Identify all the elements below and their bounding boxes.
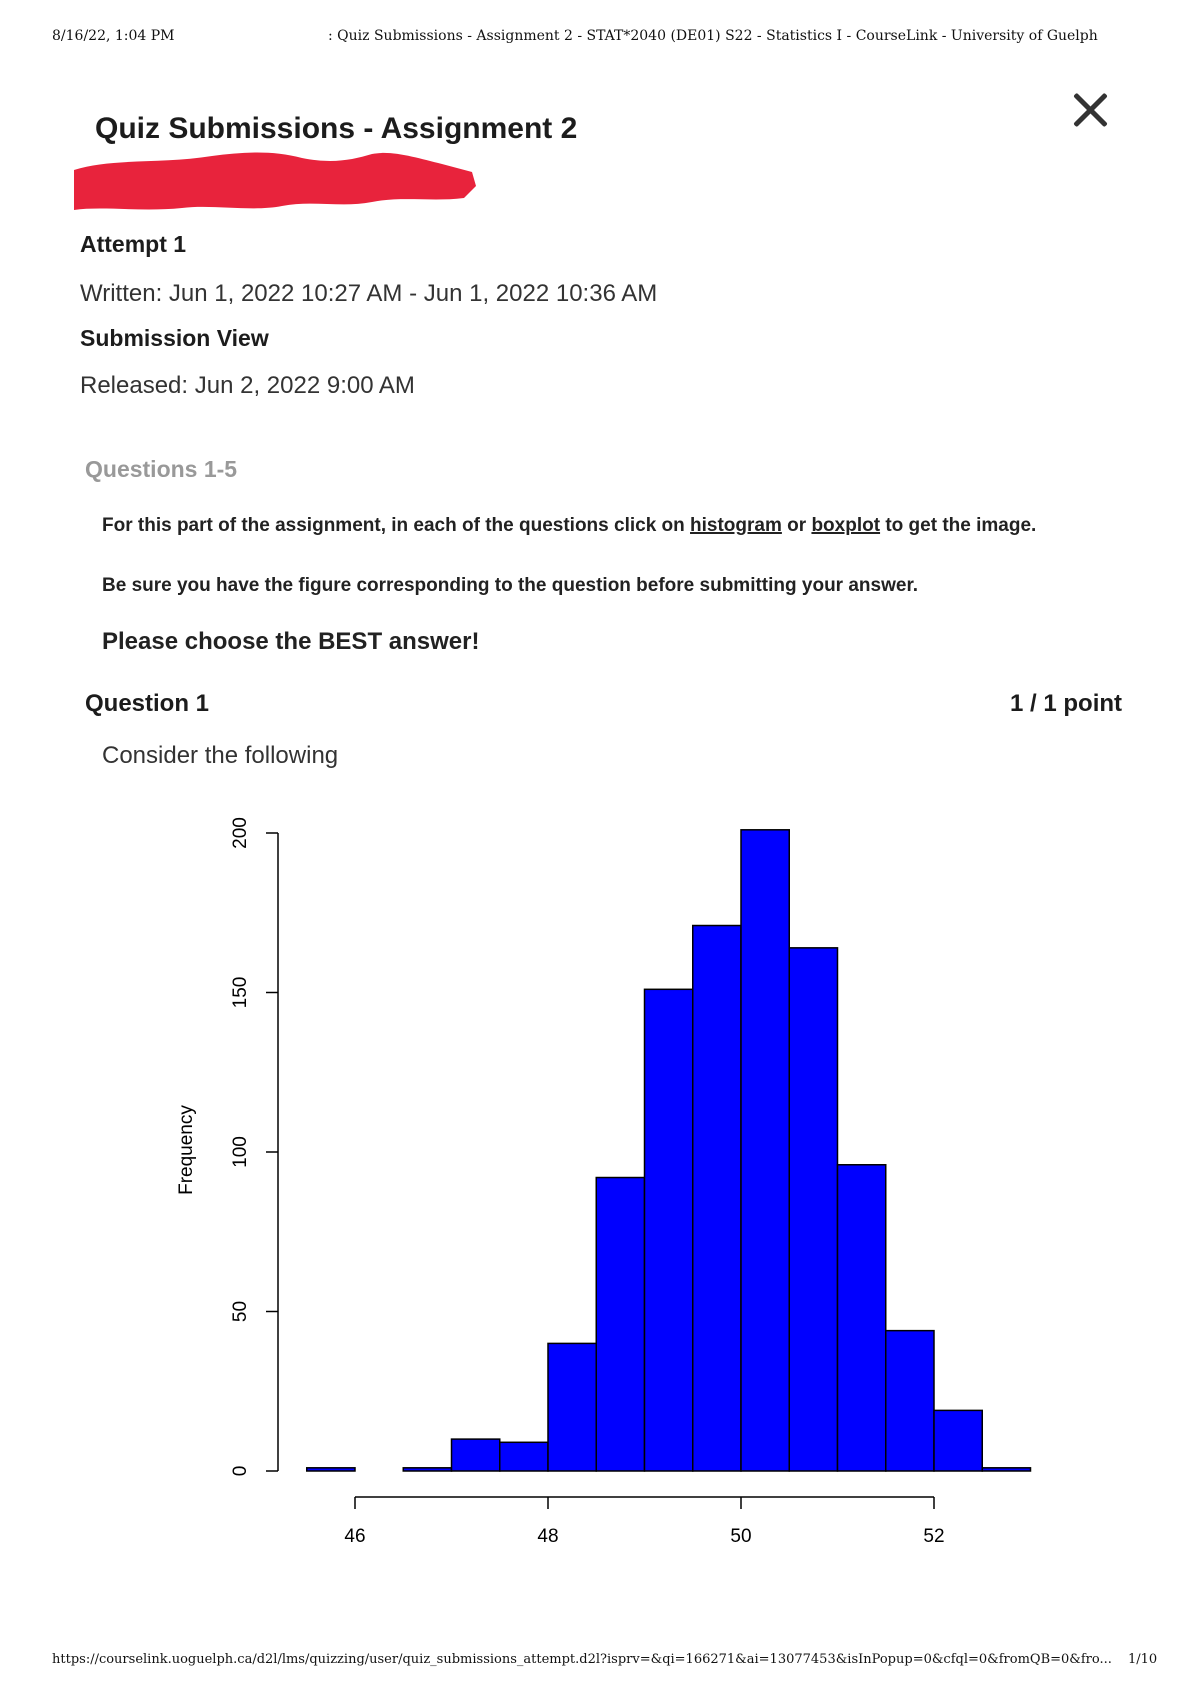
attempt-label: Attempt 1 bbox=[80, 231, 187, 257]
y-tick-label: 200 bbox=[230, 817, 251, 849]
print-datetime: 8/16/22, 1:04 PM bbox=[52, 28, 175, 44]
submission-view-label: Submission View bbox=[80, 325, 269, 351]
instruction-1-suffix: to get the image. bbox=[885, 515, 1037, 536]
x-tick-label: 48 bbox=[537, 1526, 559, 1547]
boxplot-link[interactable]: boxplot bbox=[811, 515, 881, 536]
y-axis-label: Frequency bbox=[176, 1105, 197, 1195]
x-tick-label: 52 bbox=[923, 1526, 945, 1547]
histogram-bar bbox=[982, 1468, 1030, 1471]
written-time: Written: Jun 1, 2022 10:27 AM - Jun 1, 2022 10:36 AM bbox=[80, 280, 658, 307]
histogram-bar bbox=[500, 1442, 548, 1471]
section-title: Questions 1-5 bbox=[85, 456, 238, 482]
footer-url: https://courselink.uoguelph.ca/d2l/lms/quizzing/user/quiz_submissions_attempt.d2l?isprv=&qi=166271&ai=13077453&isInPopup=0&cfql=0&fromQB=0&fro... bbox=[52, 1652, 1112, 1667]
histogram-bar bbox=[307, 1468, 355, 1471]
question-score: 1 / 1 point bbox=[1010, 690, 1123, 717]
histogram-bar bbox=[886, 1331, 934, 1471]
histogram-bar bbox=[789, 948, 837, 1471]
y-tick-label: 100 bbox=[230, 1136, 251, 1168]
x-tick-label: 46 bbox=[344, 1526, 366, 1547]
instruction-1-prefix: For this part of the assignment, in each of the questions click on bbox=[102, 515, 685, 536]
histogram-bar bbox=[403, 1468, 451, 1471]
question-prompt: Consider the following bbox=[102, 742, 339, 769]
dialog-title: Quiz Submissions - Assignment 2 bbox=[95, 112, 578, 145]
histogram-bar bbox=[693, 926, 741, 1471]
y-tick-label: 50 bbox=[230, 1300, 251, 1323]
instruction-3: Please choose the BEST answer! bbox=[102, 628, 480, 655]
histogram-bar bbox=[452, 1439, 500, 1471]
histogram-bar bbox=[645, 989, 693, 1471]
histogram-bar bbox=[741, 830, 789, 1471]
histogram-bar bbox=[548, 1343, 596, 1471]
histogram-bar bbox=[596, 1178, 644, 1471]
histogram-bar bbox=[838, 1165, 886, 1471]
print-page-title: : Quiz Submissions - Assignment 2 - STAT*2040 (DE01) S22 - Statistics I - CourseLink - University of Guelph bbox=[328, 28, 1098, 44]
question-label: Question 1 bbox=[85, 690, 210, 717]
histogram-link[interactable]: histogram bbox=[690, 515, 782, 536]
footer-page-number: 1/10 bbox=[1128, 1652, 1158, 1667]
histogram-bar bbox=[934, 1410, 982, 1471]
released-time: Released: Jun 2, 2022 9:00 AM bbox=[80, 372, 415, 399]
x-tick-label: 50 bbox=[730, 1526, 752, 1547]
instruction-2: Be sure you have the figure corresponding to the question before submitting your answer. bbox=[102, 575, 919, 596]
or-text: or bbox=[787, 515, 807, 536]
y-tick-label: 150 bbox=[230, 976, 251, 1009]
y-tick-label: 0 bbox=[230, 1465, 251, 1477]
